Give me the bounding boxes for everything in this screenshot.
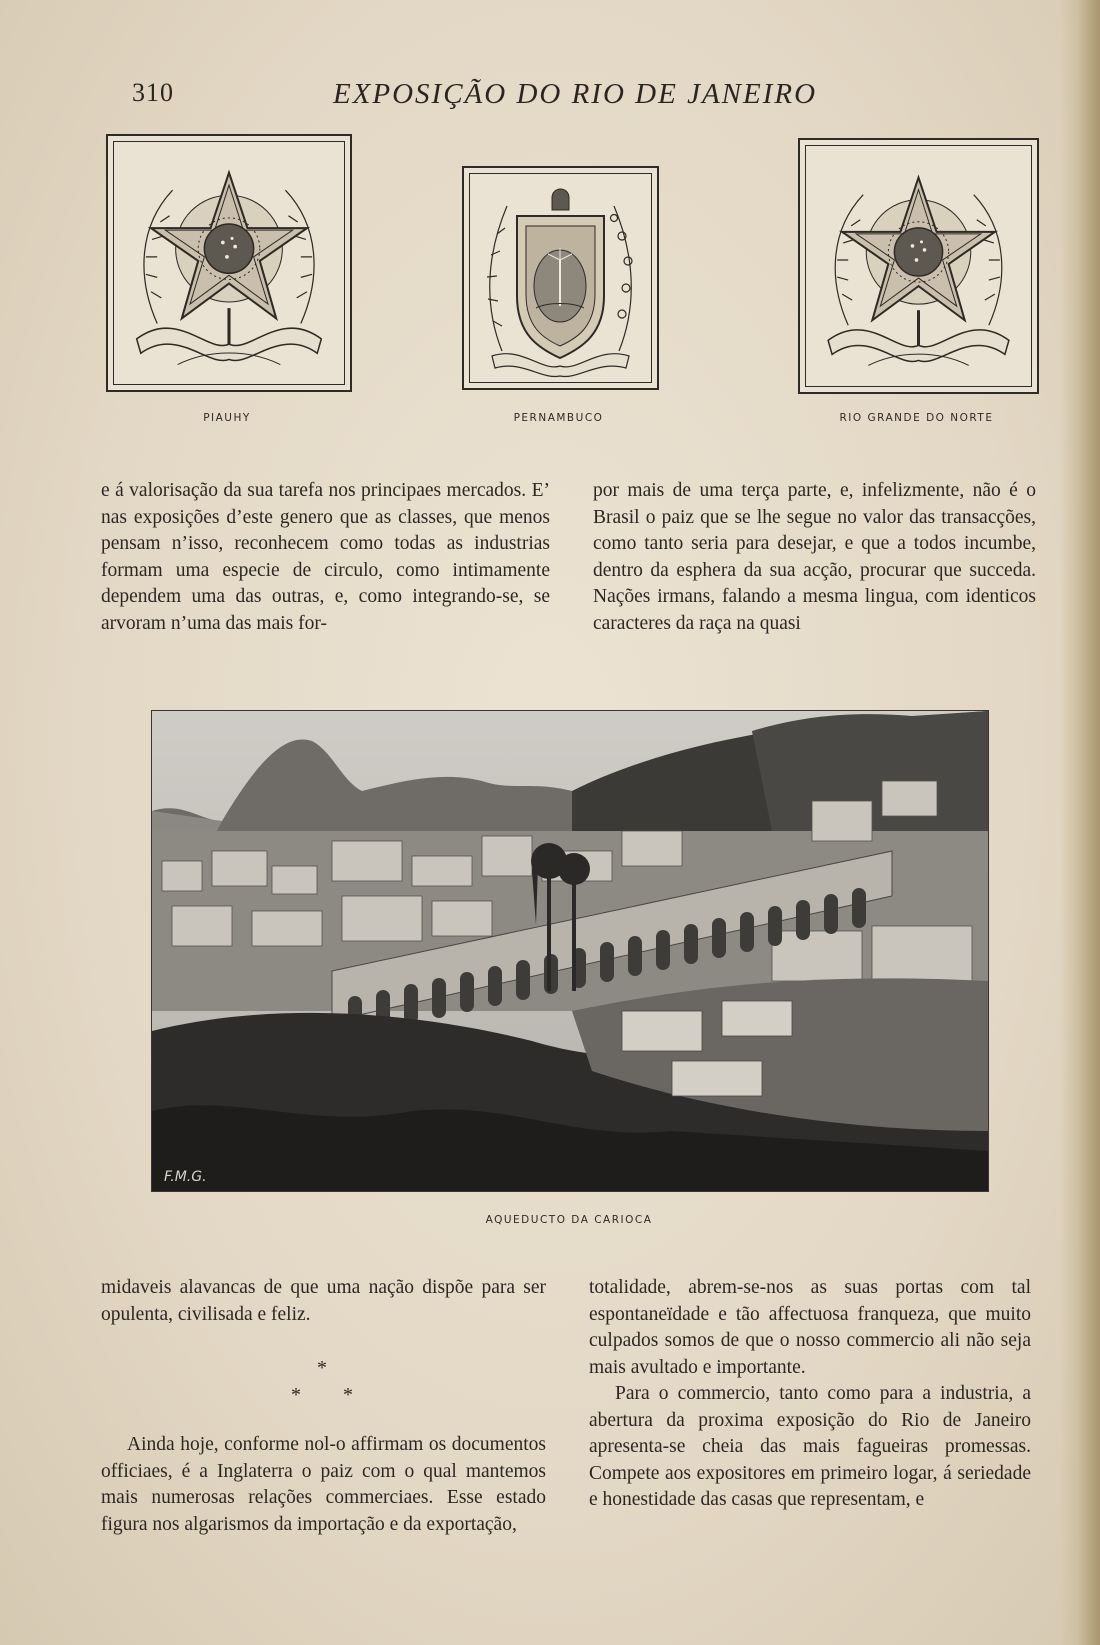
- page-edge-shadow: [1060, 0, 1100, 1645]
- paragraph: por mais de uma terça parte, e, infelizmente, não é o Brasil o paiz que se lhe segue no valor das transacções, como tanto seria para desejar, e que a todos incumbe, dentro da esphera da sua acção, procurar que succeda. Nações irmans, falando a mesma lingua, com identicos caracteres da raça na quasi: [593, 480, 1036, 634]
- lower-left-column-continued: [101, 1432, 546, 1538]
- star-coat-of-arms-icon: [116, 144, 342, 382]
- crest-rio-grande-do-norte: [798, 138, 1039, 394]
- star-coat-of-arms-icon: [808, 148, 1029, 384]
- page-header: [0, 78, 1100, 118]
- paragraph: Para o commercio, tanto como para a industria, a abertura da proxima exposição do Rio de Janeiro apresenta-se cheia das mais fagueiras promessas. Compete aos expositores em primeiro logar, á seriedade e honestidade das casas que representam, e: [589, 1383, 1031, 1510]
- paragraph: e á valorisação da sua tarefa nos principaes mercados. E’ nas exposições d’este genero que as classes, que menos pensam n’isso, reconhecem como todas as industrias formam uma especie de circulo, como intimamente dependem uma das outras, e, como integrando-se, se arvoram n’uma das mais for-: [101, 480, 550, 634]
- paragraph: totalidade, abrem-se-nos as suas portas com tal espontaneïdade e tão affectuosa franqueza, que muito culpados somos de que o nosso commercio ali não seja mais avultado e importante.: [589, 1277, 1031, 1378]
- crest-caption-piauhy: PIAUHY: [203, 412, 251, 424]
- photo-caption: AQUEDUCTO DA CARIOCA: [485, 1214, 653, 1226]
- crest-caption-rio-grande-do-norte: RIO GRANDE DO NORTE: [839, 412, 994, 424]
- running-title: EXPOSIÇÃO DO RIO DE JANEIRO: [332, 78, 818, 110]
- lower-right-column: [589, 1275, 1031, 1514]
- paragraph: Ainda hoje, conforme nol-o affirmam os documentos officiaes, é a Inglaterra o paiz com o qual mantemos mais numerosas relações commerciaes. Esse estado figura nos algarismos da importação e da exportação,: [101, 1434, 546, 1535]
- page-number: 310: [132, 78, 174, 107]
- upper-right-column: [593, 478, 1036, 637]
- aqueduct-illustration: [152, 711, 988, 1191]
- asterism-left: *: [291, 1384, 301, 1406]
- lower-left-column: [101, 1275, 546, 1328]
- asterism-right: *: [343, 1384, 353, 1406]
- asterism-top: *: [317, 1357, 327, 1379]
- crest-pernambuco: [462, 166, 659, 390]
- paragraph: midaveis alavancas de que uma nação dispõe para ser opulenta, civilisada e feliz.: [101, 1277, 546, 1325]
- upper-left-column: [101, 478, 550, 637]
- photographer-signature: F.M.G.: [164, 1169, 207, 1185]
- shield-coat-of-arms-icon: [472, 176, 649, 380]
- crest-piauhy: [106, 134, 352, 392]
- aqueduct-photograph: [151, 710, 989, 1192]
- crest-caption-pernambuco: PERNAMBUCO: [513, 412, 604, 424]
